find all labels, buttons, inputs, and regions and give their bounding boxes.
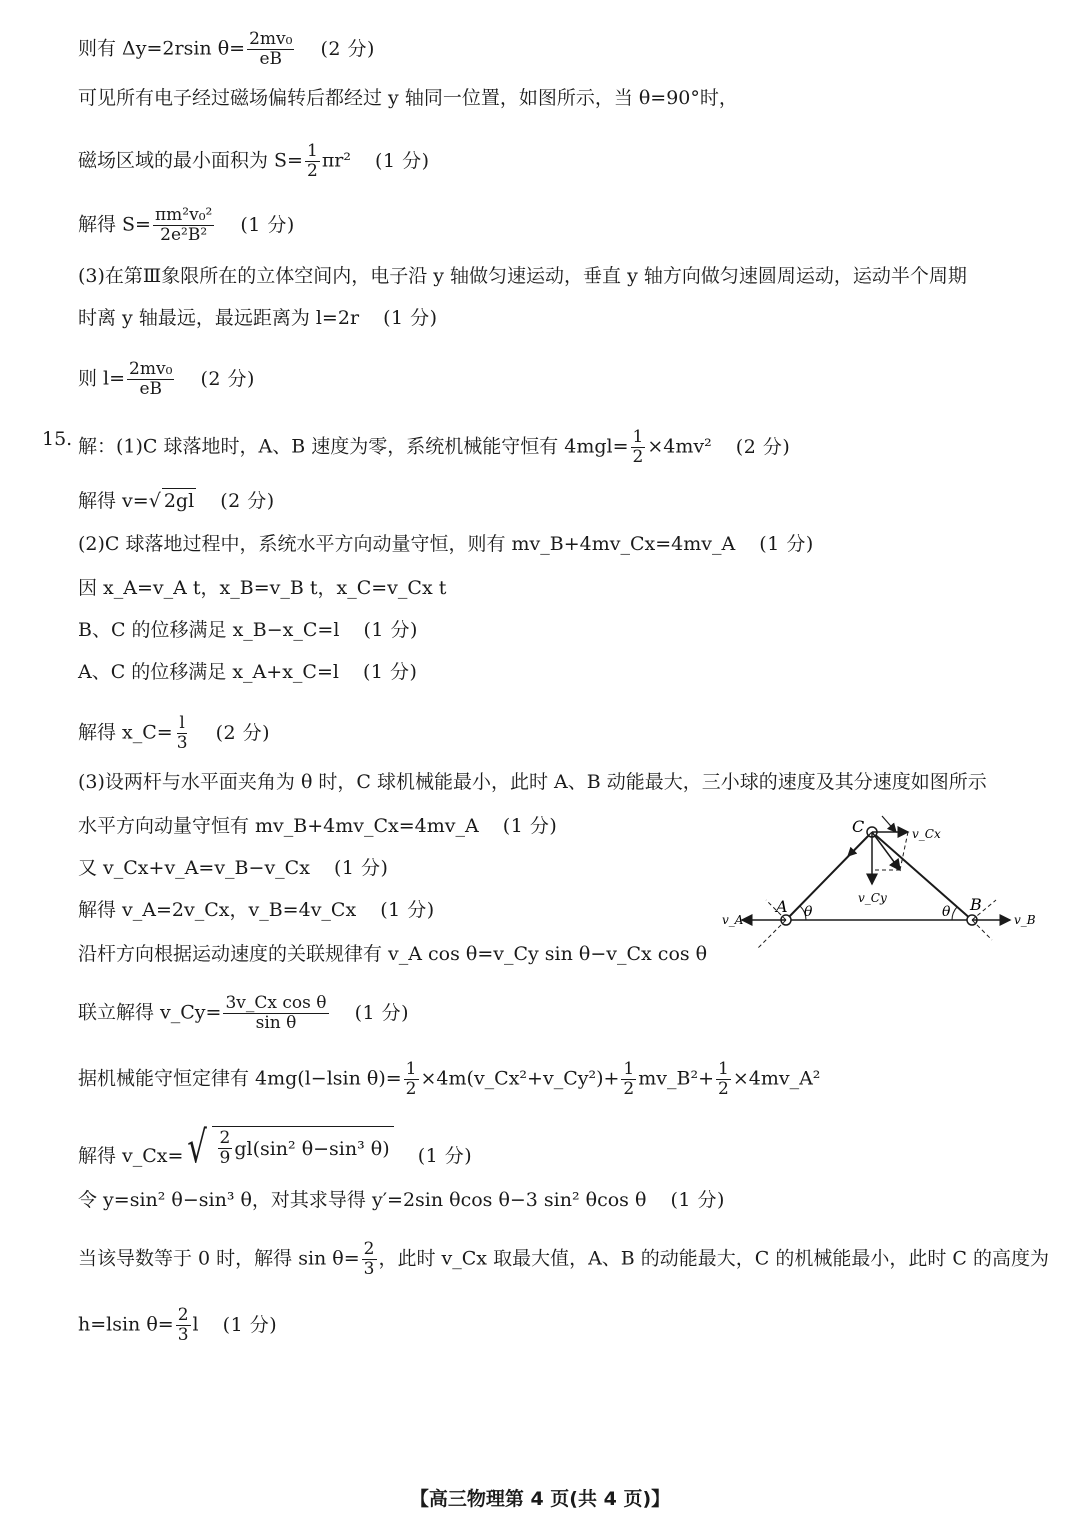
- frac-den: eB: [259, 49, 283, 69]
- eq-energy-conservation: [78, 1060, 820, 1099]
- text-line: [78, 576, 446, 600]
- text: πr²: [321, 149, 351, 172]
- text: 时离 y 轴最远，最远距离为 l=2r: [78, 307, 360, 329]
- frac: [404, 1060, 419, 1099]
- frac-num: 2: [363, 1239, 375, 1259]
- score: (1 分): [354, 1001, 410, 1024]
- sqrt-body: 2gl: [163, 490, 195, 512]
- page-footer: 【高三物理第 4 页(共 4 页)】: [409, 1488, 671, 1510]
- eq-energy: [78, 428, 790, 467]
- text-line: [78, 814, 557, 838]
- rod-CB: [872, 832, 972, 920]
- text: mv_B²+: [638, 1067, 714, 1090]
- text-line: [78, 264, 967, 288]
- frac-den: 2: [632, 447, 644, 467]
- frac-den: 2: [405, 1079, 417, 1099]
- frac: [362, 1240, 377, 1279]
- eq-delta-y-text: 则有 Δy=2rsin θ=: [78, 37, 246, 60]
- frac-num: l: [179, 713, 185, 733]
- text: B、C 的位移满足 x_B−x_C=l: [78, 619, 340, 641]
- label-vA: v_A: [722, 913, 744, 927]
- frac: [247, 30, 294, 69]
- score: (1 分): [502, 815, 558, 837]
- text: 因 x_A=v_A t，x_B=v_B t，x_C=v_Cx t: [78, 577, 447, 599]
- label-vCx: v_Cx: [912, 827, 941, 841]
- text: 可见所有电子经过磁场偏转后都经过 y 轴同一位置，如图所示，当 θ=90°时，: [78, 87, 738, 109]
- text-line: [78, 532, 814, 556]
- eq-h: [78, 1306, 277, 1345]
- eq-xc: [78, 714, 270, 753]
- text-line: [78, 942, 707, 966]
- text-line: [78, 1188, 725, 1212]
- text-line: [78, 660, 417, 684]
- label-C: C: [852, 817, 865, 836]
- frac-num: 1: [718, 1059, 729, 1079]
- frac-den: eB: [139, 379, 162, 399]
- dash-C2: [900, 832, 908, 870]
- text: (3)在第Ⅲ象限所在的立体空间内，电子沿 y 轴做匀速运动，垂直 y 轴方向做匀速圆周运动，运动半个周期: [78, 265, 967, 287]
- score: (2 分): [320, 37, 375, 60]
- question-number: 15.: [42, 428, 73, 450]
- score: (1 分): [363, 619, 418, 641]
- text: 水平方向动量守恒有 mv_B+4mv_Cx=4mv_A: [78, 815, 479, 837]
- score: (1 分): [380, 899, 435, 921]
- dash-A: [758, 920, 786, 948]
- text: 令 y=sin² θ−sin³ θ，对其求导得 y′=2sin θcos θ−3 sin² θcos θ: [78, 1189, 647, 1211]
- frac-den: 2: [623, 1079, 635, 1099]
- frac-den: 3: [176, 733, 188, 753]
- frac: [716, 1060, 731, 1099]
- frac-num: πm²v₀²: [154, 205, 213, 225]
- eq-derivative-zero: [78, 1240, 1049, 1279]
- score: (2 分): [220, 490, 275, 512]
- text: 当该导数等于 0 时，解得 sin θ=: [78, 1247, 360, 1270]
- frac-num: 1: [623, 1059, 635, 1079]
- text: ，此时 v_Cx 取最大值，A、B 的动能最大，C 的机械能最小，此时 C 的高度为: [378, 1247, 1049, 1270]
- score: (1 分): [417, 1145, 473, 1167]
- text: ×4m(v_Cx²+v_Cy²)+: [420, 1067, 620, 1090]
- text-line: [78, 86, 738, 110]
- text: A、C 的位移满足 x_A+x_C=l: [78, 661, 339, 683]
- frac-den: 2: [718, 1079, 729, 1099]
- text-line: [78, 770, 987, 794]
- score: (1 分): [240, 213, 295, 236]
- velocity-diagram: [720, 812, 1050, 960]
- frac-den: 3: [177, 1325, 189, 1345]
- text: (2)C 球落地过程中，系统水平方向动量守恒，则有 mv_B+4mv_Cx=4mv_A: [78, 533, 736, 555]
- text: l: [192, 1313, 199, 1336]
- text: 又 v_Cx+v_A=v_B−v_Cx: [78, 857, 310, 879]
- frac-den: 3: [363, 1259, 375, 1279]
- frac: [305, 142, 320, 181]
- text: 解得 v_A=2v_Cx，v_B=4v_Cx: [78, 899, 357, 921]
- eq-v: 解得 v=√ 2gl (2 分): [78, 490, 275, 512]
- score: (2 分): [215, 721, 271, 744]
- text: 据机械能守恒定律有 4mg(l−lsin θ)=: [78, 1067, 402, 1090]
- label-theta-A: θ: [804, 904, 813, 920]
- frac: [631, 428, 646, 467]
- text: 解得 S=: [78, 213, 151, 236]
- score: (1 分): [759, 533, 814, 555]
- eq-l: [78, 360, 255, 399]
- frac-num: 2: [219, 1128, 231, 1148]
- arrow-C-perp: [882, 816, 896, 832]
- text: ×4mv²: [647, 435, 712, 458]
- score: (2 分): [735, 435, 791, 458]
- frac-num: 2mv₀: [129, 359, 173, 379]
- sqrt: √ $\frac{2}{9}$ gl(sin² θ−sin³ θ): [183, 1126, 393, 1170]
- frac-num: 2mv₀: [249, 29, 293, 49]
- score: (1 分): [670, 1189, 725, 1211]
- label-A: A: [776, 897, 788, 916]
- text: 沿杆方向根据运动速度的关联规律有 v_A cos θ=v_Cy sin θ−v_Cx cos θ: [78, 943, 708, 965]
- text: 磁场区域的最小面积为 S=: [78, 149, 303, 172]
- score: (1 分): [375, 149, 430, 172]
- text: 则 l=: [78, 367, 126, 390]
- text-line: [78, 618, 418, 642]
- text-line: [78, 898, 435, 922]
- frac: [176, 1306, 191, 1345]
- text: ×4mv_A²: [732, 1067, 821, 1090]
- text: (3)设两杆与水平面夹角为 θ 时，C 球机械能最小，此时 A、B 动能最大，三小球的速度及其分速度如图所示: [78, 771, 987, 793]
- score: (2 分): [200, 367, 255, 390]
- text-line: [78, 856, 388, 880]
- label-theta-B: θ: [942, 904, 951, 920]
- arrow-vC: [872, 832, 900, 870]
- text-line: [78, 306, 438, 330]
- score: (1 分): [222, 1313, 278, 1336]
- text: h=lsin θ=: [78, 1313, 174, 1336]
- frac: [175, 714, 190, 753]
- frac-num: 1: [632, 427, 644, 447]
- frac: [621, 1060, 636, 1099]
- frac: [223, 994, 328, 1033]
- frac-den: sin θ: [255, 1013, 297, 1033]
- label-B: B: [970, 895, 982, 914]
- score: (1 分): [363, 661, 418, 683]
- text: 解得 v_Cx=: [78, 1145, 184, 1167]
- eq-S-result: [78, 206, 295, 245]
- text: gl(sin² θ−sin³ θ): [234, 1137, 390, 1160]
- eq-vcy: [78, 994, 409, 1033]
- eq-min-area: [78, 142, 430, 181]
- frac-num: 1: [405, 1059, 417, 1079]
- score: (1 分): [383, 307, 438, 329]
- angle-B: [952, 907, 957, 920]
- frac-num: 2: [177, 1305, 189, 1325]
- text: 联立解得 v_Cy=: [78, 1001, 222, 1024]
- eq-delta-y: [78, 30, 375, 69]
- text: 解：(1)C 球落地时，A、B 速度为零，系统机械能守恒有 4mgl=: [78, 435, 629, 458]
- frac-den: 2e²B²: [160, 225, 208, 245]
- frac: [218, 1129, 233, 1168]
- frac-den: 9: [219, 1148, 231, 1168]
- label-vCy: v_Cy: [858, 891, 887, 905]
- label-vB: v_B: [1014, 913, 1036, 927]
- text: 解得 v=: [78, 490, 149, 512]
- frac: [153, 206, 214, 245]
- score: (1 分): [333, 857, 389, 879]
- frac: [127, 360, 174, 399]
- frac-num: 1: [306, 141, 318, 161]
- text: 解得 x_C=: [78, 721, 173, 744]
- frac-num: 3v_Cx cos θ: [225, 993, 327, 1013]
- frac-den: 2: [306, 161, 318, 181]
- eq-vcx: [78, 1122, 473, 1173]
